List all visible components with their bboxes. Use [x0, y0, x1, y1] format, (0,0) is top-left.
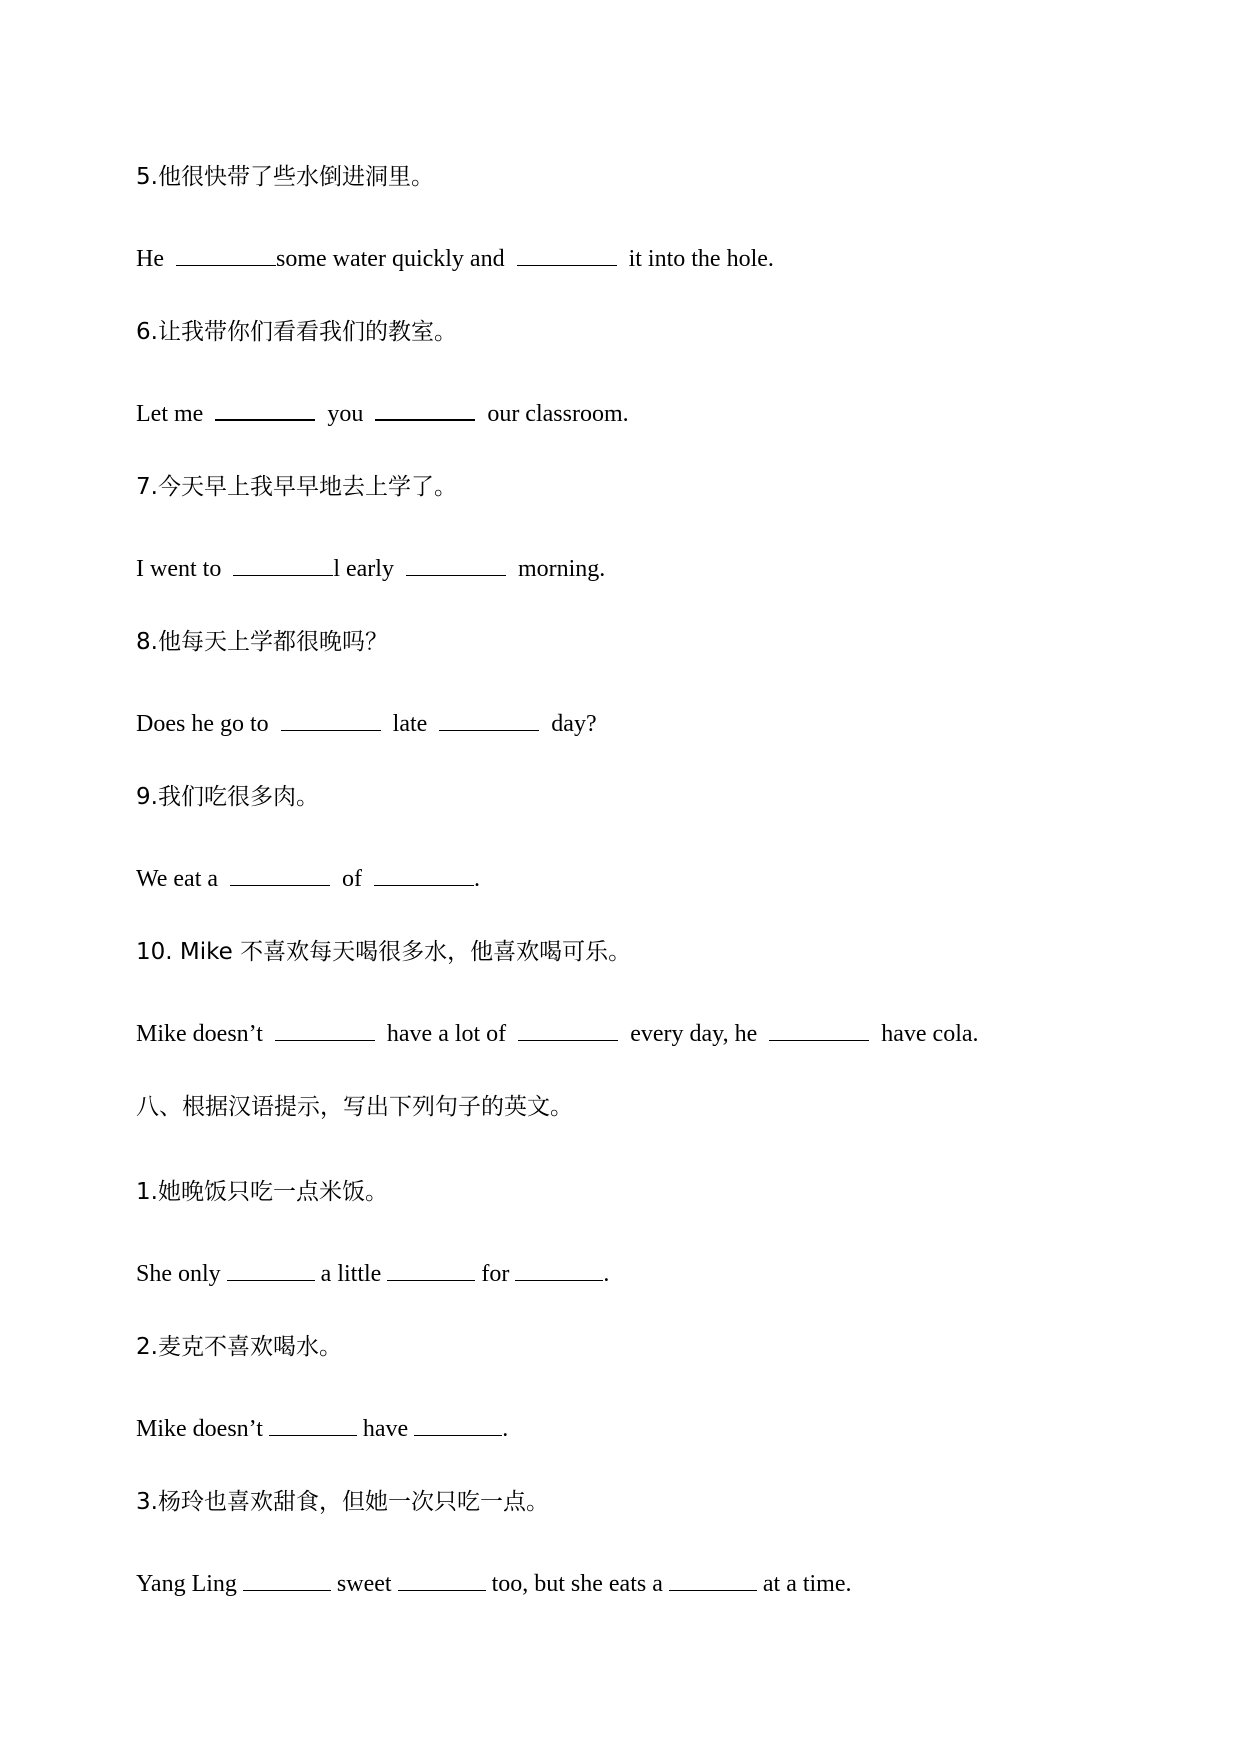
- answer-blank[interactable]: [406, 574, 506, 576]
- sentence-text: Yang Ling: [136, 1571, 243, 1597]
- sentence-text: of: [330, 866, 375, 892]
- answer-blank[interactable]: [281, 729, 381, 731]
- answer-blank[interactable]: [374, 884, 474, 886]
- item-7-chinese: 7.今天早上我早早地去上学了。: [136, 474, 457, 500]
- item-6-chinese: 6.让我带你们看看我们的教室。: [136, 319, 457, 345]
- sentence-text: Let me: [136, 401, 216, 427]
- item-8-english: [136, 712, 597, 736]
- answer-blank[interactable]: [375, 418, 475, 421]
- answer-blank[interactable]: [414, 1434, 502, 1436]
- sentence-text: We eat a: [136, 866, 231, 892]
- sentence-text: day?: [539, 711, 597, 737]
- sentence-text: have a lot of: [374, 1021, 519, 1047]
- sentence-text: every day, he: [618, 1021, 770, 1047]
- sentence-text: our classroom.: [475, 401, 629, 427]
- sentence-text: He: [136, 246, 176, 272]
- sentence-text: Mike doesn’t: [136, 1021, 275, 1047]
- item-5-chinese: 5.他很快带了些水倒进洞里。: [136, 164, 434, 190]
- s8-item-2-english: [136, 1417, 508, 1441]
- answer-blank[interactable]: [517, 264, 617, 266]
- sentence-text: late: [380, 711, 440, 737]
- s8-item-2-chinese: 2.麦克不喜欢喝水。: [136, 1334, 342, 1360]
- s8-item-3-english: [136, 1572, 852, 1596]
- answer-blank[interactable]: [518, 1039, 618, 1041]
- answer-blank[interactable]: [230, 884, 330, 886]
- answer-blank[interactable]: [398, 1589, 486, 1591]
- sentence-text: some water quickly and: [275, 246, 517, 272]
- sentence-text: too, but she eats a: [485, 1571, 669, 1597]
- answer-blank[interactable]: [439, 729, 539, 731]
- sentence-text: a little: [314, 1261, 388, 1287]
- sentence-text: I went to: [136, 556, 234, 582]
- sentence-text: Mike doesn’t: [136, 1416, 269, 1442]
- sentence-text: have: [356, 1416, 415, 1442]
- s8-item-1-chinese: 1.她晚饭只吃一点米饭。: [136, 1179, 388, 1205]
- answer-blank[interactable]: [233, 574, 333, 576]
- item-5-english: [136, 247, 774, 271]
- sentence-text: it into the hole.: [616, 246, 774, 272]
- sentence-text: sweet: [330, 1571, 398, 1597]
- sentence-text: you: [315, 401, 376, 427]
- sentence-text: for: [475, 1261, 516, 1287]
- sentence-text: She only: [136, 1261, 227, 1287]
- item-9-chinese: 9.我们吃很多肉。: [136, 784, 319, 810]
- answer-blank[interactable]: [769, 1039, 869, 1041]
- answer-blank[interactable]: [269, 1434, 357, 1436]
- section-8-heading: 八、根据汉语提示，写出下列句子的英文。: [136, 1094, 573, 1120]
- s8-item-3-chinese: 3.杨玲也喜欢甜食，但她一次只吃一点。: [136, 1489, 549, 1515]
- item-10-english: [136, 1022, 979, 1046]
- answer-blank[interactable]: [227, 1279, 315, 1281]
- answer-blank[interactable]: [669, 1589, 757, 1591]
- sentence-text: .: [502, 1416, 509, 1442]
- item-7-english: [136, 557, 605, 581]
- answer-blank[interactable]: [387, 1279, 475, 1281]
- answer-blank[interactable]: [215, 418, 315, 421]
- sentence-text: l early: [333, 556, 406, 582]
- sentence-text: .: [474, 866, 481, 892]
- s8-item-1-english: [136, 1262, 609, 1286]
- sentence-text: have cola.: [869, 1021, 979, 1047]
- sentence-text: morning.: [505, 556, 606, 582]
- item-10-chinese: 10. Mike 不喜欢每天喝很多水，他喜欢喝可乐。: [136, 939, 632, 965]
- answer-blank[interactable]: [275, 1039, 375, 1041]
- answer-blank[interactable]: [515, 1279, 603, 1281]
- answer-blank[interactable]: [176, 264, 276, 266]
- item-9-english: [136, 867, 480, 891]
- sentence-text: Does he go to: [136, 711, 281, 737]
- sentence-text: at a time.: [756, 1571, 852, 1597]
- item-8-chinese: 8.他每天上学都很晚吗？: [136, 629, 388, 655]
- sentence-text: .: [603, 1261, 610, 1287]
- answer-blank[interactable]: [243, 1589, 331, 1591]
- item-6-english: [136, 402, 629, 426]
